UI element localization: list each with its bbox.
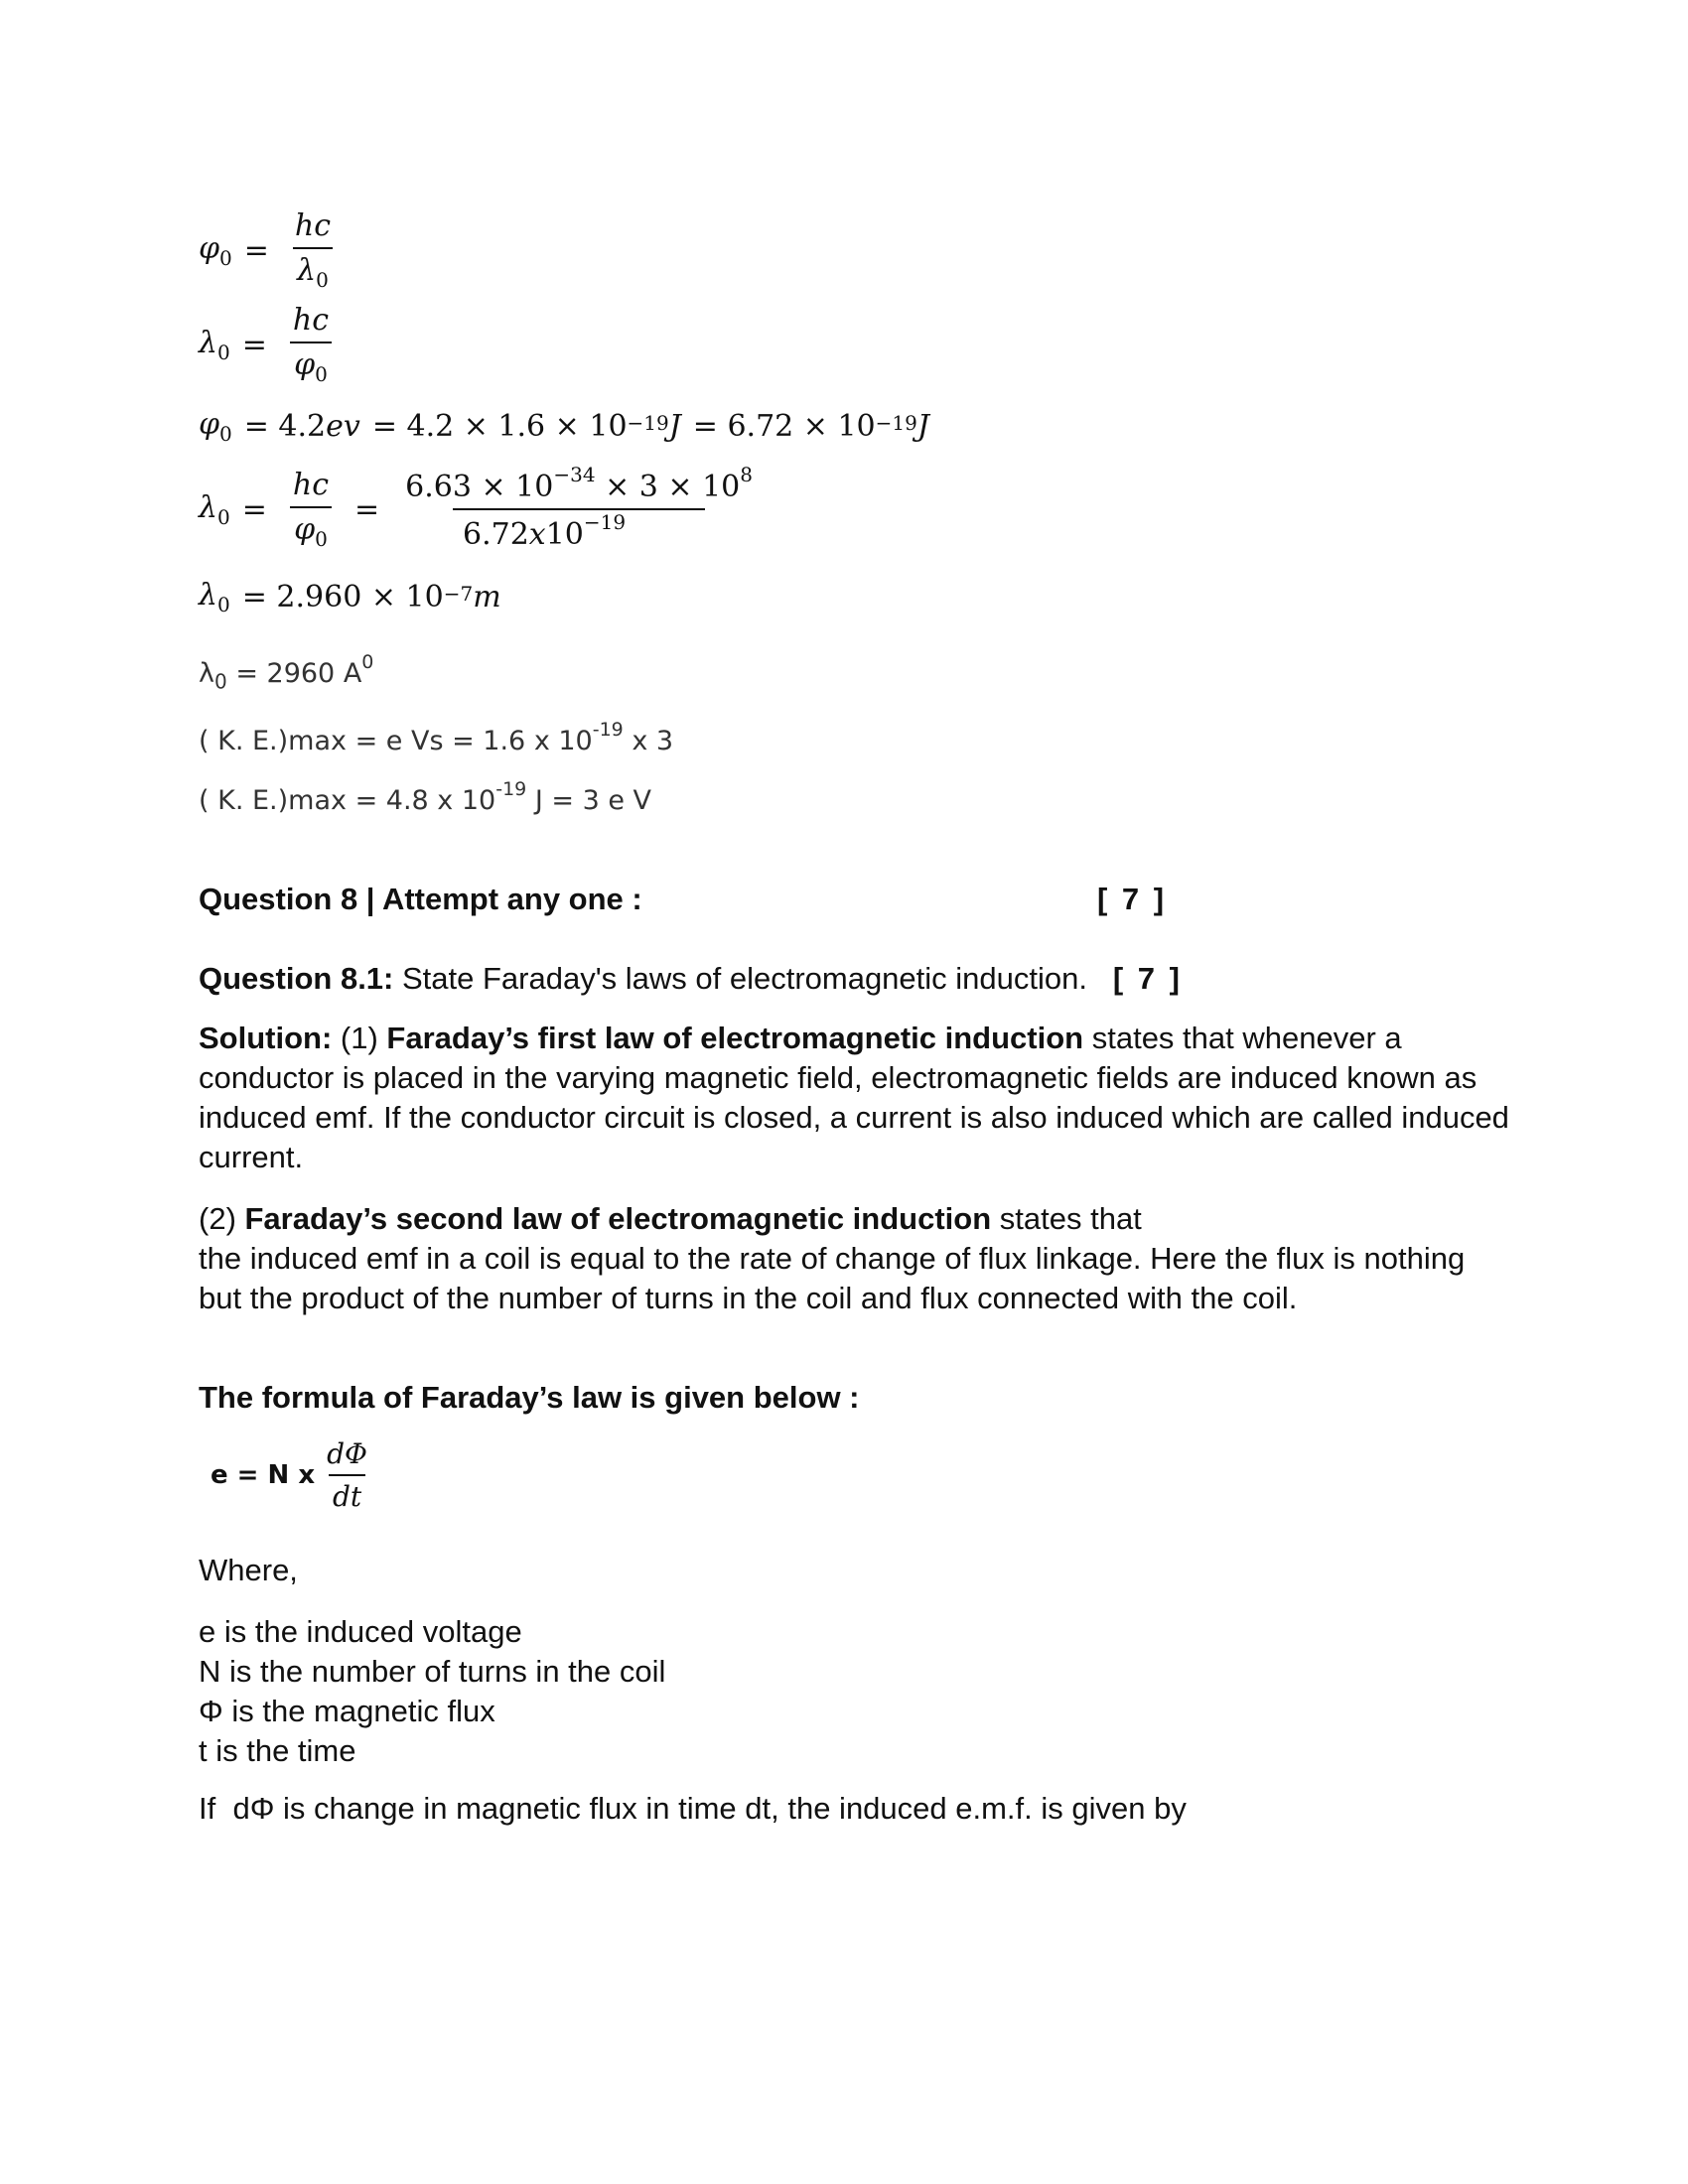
list-item: Φ is the magnetic flux [199,1694,495,1728]
final-sentence: If dΦ is change in magnetic flux in time dt, the induced e.m.f. is given by [199,1791,1187,1826]
question-8-1: Question 8.1: State Faraday's laws of electromagnetic induction. [ 7 ] [199,961,1183,996]
equation-threshold-wavelength: $\lambda_0$ = $\frac{hc}{\varphi_0}$ [199,303,343,386]
equation-work-function: $\varphi_0$ = $\frac{hc}{\lambda_0}$ [199,208,332,292]
question-8-1-marks: [ 7 ] [1112,961,1183,996]
wavelength-angstrom: $\lambda_0 = 2960$ $A^0$ [199,651,374,694]
where-list [199,1612,1509,1771]
question-8-heading: Question 8 | Attempt any one : [ 7 ] [199,880,1509,919]
equation-wavelength-calc: $\lambda_0$ = $\frac{hc}{\varphi_0}$ = $\frac{6.63 \times 10^{-34} \times 3 \times 10^8}{6.72x10^{-19}}$ [199,463,753,552]
equation-work-function-value: $\varphi_0$ = 4.2 ev = 4.2 × 1.6 × 10 $^{-19}$ J = 6.72 × 10 $^{-19}$ J [199,407,929,446]
kinetic-energy-line-1: ( K. E.)max = e Vs = 1.6 x $10^{-19}$ x 3 [199,719,674,756]
list-item: N is the number of turns in the coil [199,1654,666,1689]
list-item: e is the induced voltage [199,1614,522,1649]
solution-paragraph-2: (2) Faraday’s second law of electromagnetic induction states that the induced emf in a coil is equal to the rate of change of flux linkage. Here the flux is nothing but the product of the number of turns in the coil and flux connected with the coil. [199,1201,1466,1315]
equation-wavelength-result: $\lambda_0$ = 2.960 × 10 $^{-7}$ m [199,578,501,616]
question-8-marks: [ 7 ] [1097,882,1168,916]
kinetic-energy-line-2: ( K. E.)max = 4.8 x $10^{-19}$ J = 3 e V [199,778,652,816]
solution-paragraph-1: Solution: (1) Faraday’s first law of electromagnetic induction states that whenever a conductor is placed in the varying magnetic field, electromagnetic fields are induced known as induced emf. If the conductor circuit is closed, a current is also induced which are called induced current. [199,1021,1509,1174]
list-item: t is the time [199,1733,356,1768]
faraday-formula: e = N x $\frac{d\Phi}{dt}$ [211,1437,367,1513]
where-label: Where, [199,1553,298,1587]
formula-heading: The formula of Faraday’s law is given below : [199,1380,860,1415]
